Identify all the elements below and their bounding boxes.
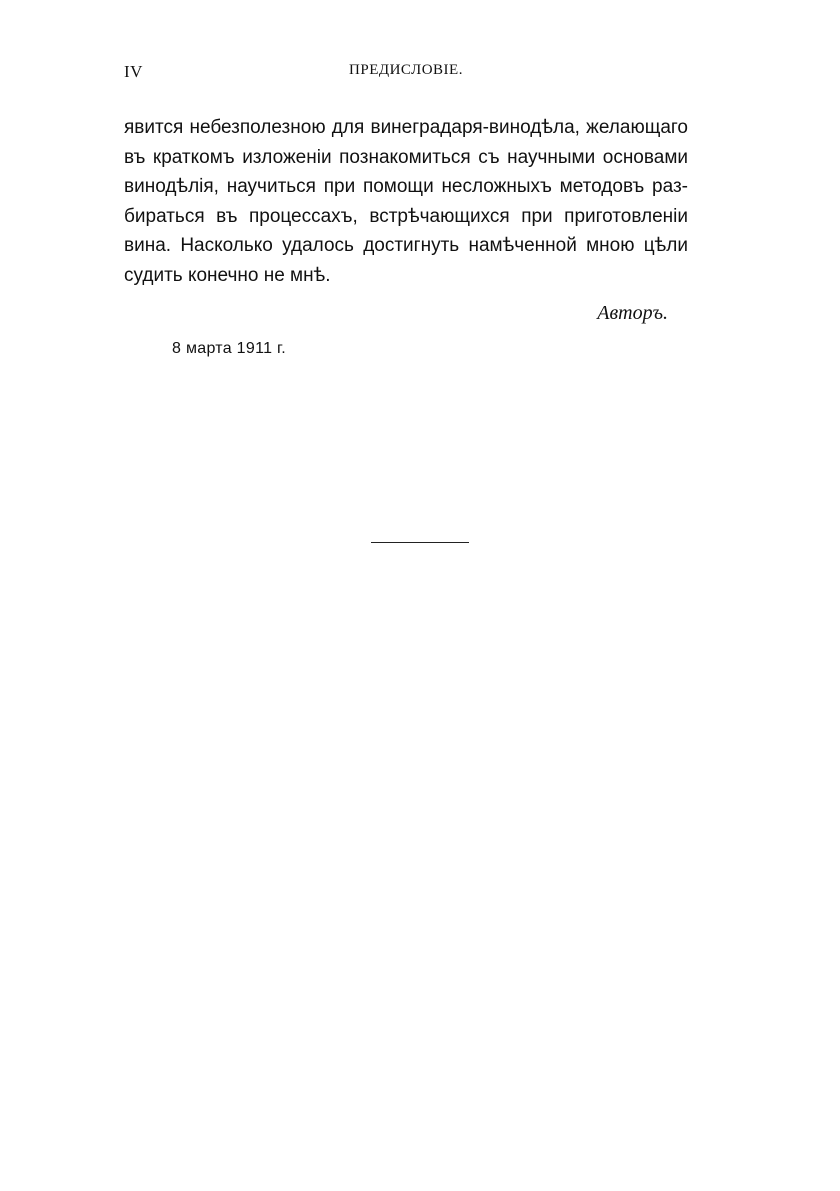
- text-line: въ краткомъ изложенiи познакомиться съ научными основами: [124, 146, 688, 168]
- dateline: 8 марта 1911 г.: [172, 340, 286, 357]
- text-line: явится небезполезною для винеградаря-винодѣла, желающаго: [124, 117, 688, 138]
- text-line: судить конечно не мнѣ.: [124, 264, 331, 286]
- author-signature: Авторъ.: [597, 302, 668, 324]
- page-header: [124, 62, 688, 86]
- text-line: бираться въ процессахъ, встрѣчающихся при приготовленiи: [124, 205, 688, 227]
- end-divider: [371, 542, 469, 543]
- text-line: винодѣлія, научиться при помощи несложныхъ методовъ раз-: [124, 176, 688, 197]
- running-title: ПРЕДИСЛОВІЕ.: [349, 62, 463, 78]
- page-number: IV: [124, 62, 143, 81]
- text-line: вина. Насколько удалось достигнуть намѣченной мною цѣли: [124, 235, 688, 256]
- preface-paragraph: [124, 113, 688, 290]
